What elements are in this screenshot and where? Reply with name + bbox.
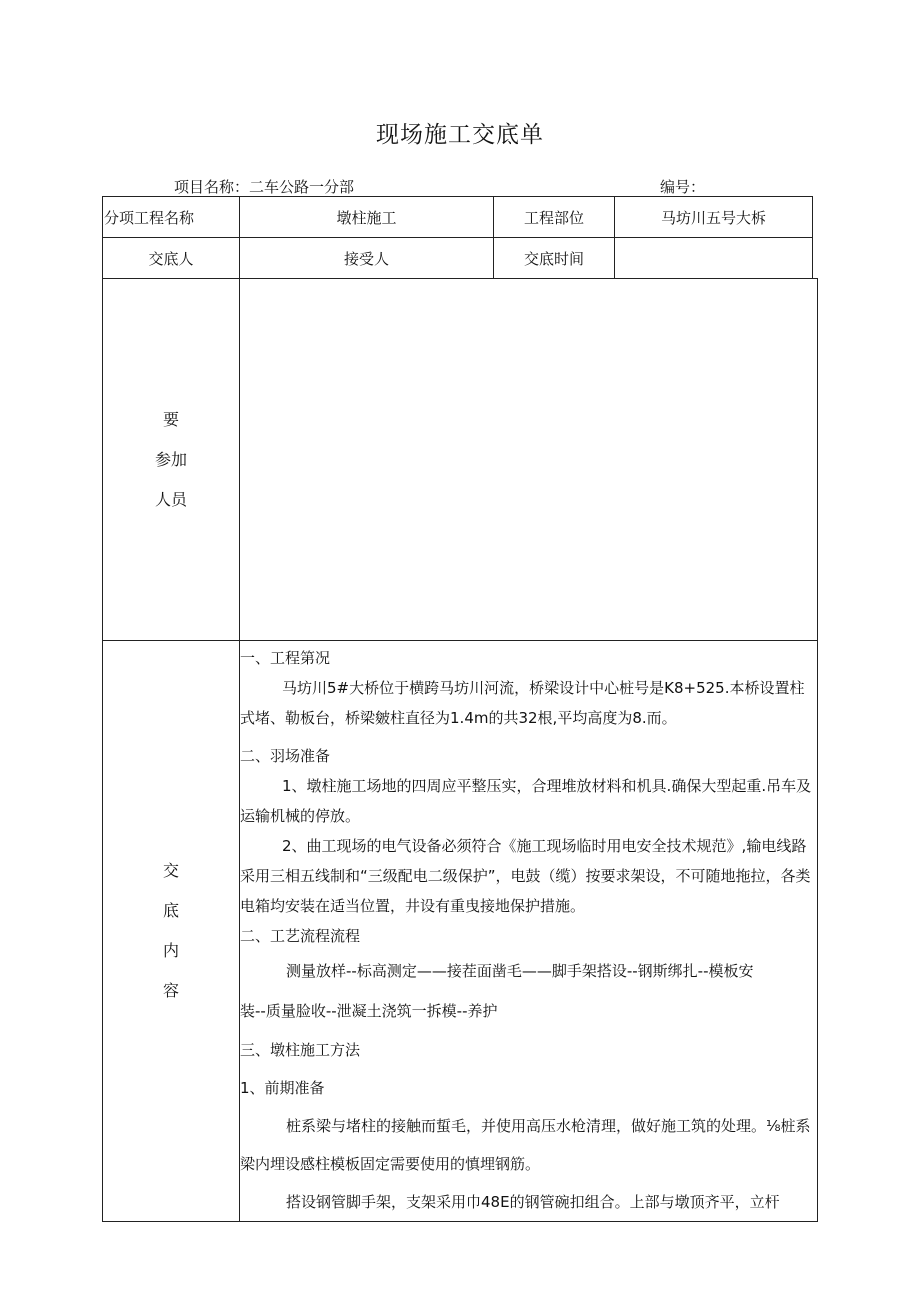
handover-form-table bbox=[102, 196, 818, 1222]
project-location-value: 马坊川五号大柝 bbox=[615, 197, 813, 238]
receiver-label: 接受人 bbox=[240, 238, 494, 279]
process-flow-line: 测量放样--标高测定——接茬面凿毛——脚手架搭设--钢斯绑扎--模板安 bbox=[286, 962, 754, 980]
participants-label-cell bbox=[103, 279, 240, 641]
section-heading: 一、工程第况 bbox=[240, 649, 331, 667]
project-name: 项目名称：二车公路一分部 bbox=[174, 178, 355, 196]
section-heading: 三、墩柱施工方法 bbox=[240, 1041, 361, 1059]
participants-area bbox=[240, 279, 818, 641]
paragraph: 搭设钢管脚手架，支架采用巾48E的钢管碗扣组合。上部与墩顶齐平，立杆 bbox=[286, 1193, 780, 1211]
subsection-heading: 1、前期准备 bbox=[240, 1079, 325, 1097]
process-flow-line: 装--质量脸收--泄凝土浇筑一拆模--养护 bbox=[240, 1002, 498, 1020]
paragraph: 2、曲工现场的电气设备必须符合《施工现场临时用电安全技术规范》,输电线路采用三相五线制和“三级配电二级保护”，电鼓（缆）按要求架设，不可随地拖拉，各类电箱均安装在适当位置，井设有重曳接地保护措施。 bbox=[240, 837, 811, 915]
document-number-label: 编号： bbox=[660, 178, 706, 196]
handover-time-label: 交底时间 bbox=[494, 238, 615, 279]
document-title: 现场施工交底单 bbox=[376, 122, 544, 148]
table-row bbox=[103, 238, 818, 279]
content-area bbox=[240, 641, 818, 1222]
handover-time-value bbox=[615, 238, 813, 279]
table-row bbox=[103, 641, 818, 1222]
subproject-name-value: 墩柱施工 bbox=[240, 197, 494, 238]
table-row bbox=[103, 279, 818, 641]
content-label: 交 底 内 容 bbox=[162, 861, 179, 1000]
content-label-cell bbox=[103, 641, 240, 1222]
section-heading: 二、羽场准备 bbox=[240, 747, 331, 765]
table-row bbox=[103, 197, 818, 238]
subproject-name-label: 分项工程名称 bbox=[103, 197, 240, 238]
handover-person-label: 交底人 bbox=[103, 238, 240, 279]
paragraph: 桩系梁与堵柱的接触而蜇毛，并使用高压水枪清理，做好施工筑的处理。⅛桩系梁内埋设感柱模板固定需要使用的慎埋钢筋。 bbox=[240, 1117, 811, 1173]
project-location-label: 工程部位 bbox=[494, 197, 615, 238]
handover-content bbox=[240, 641, 817, 1221]
participants-label: 要 参加 人员 bbox=[154, 409, 187, 509]
paragraph: 马坊川5#大桥位于横跨马坊川河流，桥梁设计中心桩号是K8+525.本桥设置柱式堵、勒板台，桥梁皴柱直径为1.4m的共32根,平均高度为8.而。 bbox=[240, 679, 805, 727]
section-heading: 二、工艺流程流程 bbox=[240, 927, 361, 945]
paragraph: 1、墩柱施工场地的四周应平整压实，合理堆放材料和机具.确保大型起重.吊车及运输机械的停放。 bbox=[240, 777, 812, 825]
